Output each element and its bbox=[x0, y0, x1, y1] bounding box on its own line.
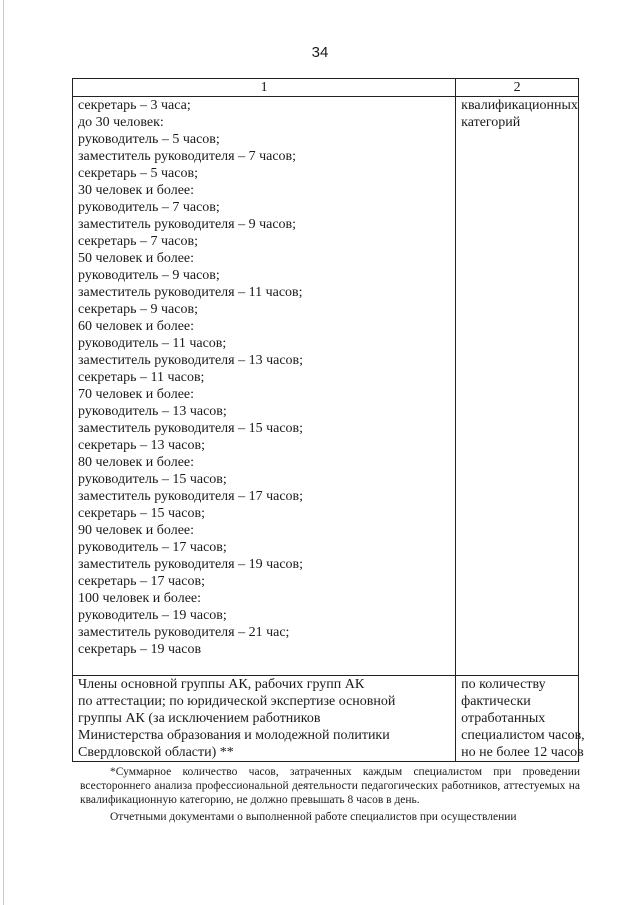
text-line: 100 человек и более: bbox=[78, 591, 202, 606]
text-line: заместитель руководителя – 21 час; bbox=[78, 625, 290, 640]
row1-col2 bbox=[456, 97, 579, 676]
column-header-2: 2 bbox=[456, 79, 579, 97]
text-line: секретарь – 3 часа; bbox=[78, 98, 191, 113]
text-line: секретарь – 9 часов; bbox=[78, 302, 198, 317]
text-line: заместитель руководителя – 7 часов; bbox=[78, 149, 297, 164]
row1-col1 bbox=[73, 97, 456, 676]
text-line: заместитель руководителя – 11 часов; bbox=[78, 285, 303, 300]
text-line: руководитель – 17 часов; bbox=[78, 540, 227, 555]
text-line: Министерства образования и молодежной политики bbox=[78, 728, 390, 743]
text-line: до 30 человек: bbox=[78, 115, 164, 130]
text-line: заместитель руководителя – 19 часов; bbox=[78, 557, 304, 572]
text-line: Свердловской области) ** bbox=[78, 745, 234, 760]
text-line: квалификационных bbox=[461, 98, 578, 113]
text-line: 60 человек и более: bbox=[78, 319, 195, 334]
page-edge-line bbox=[3, 0, 4, 905]
footnote-hours-limit: *Суммарное количество часов, затраченных каждым специалистом при проведении всестороннего анализа профессиональной деятельности педагогических работников, аттестуемых на квалификационную категорию, не должно превышать 8 часов в день. bbox=[80, 766, 580, 806]
row2-col2 bbox=[456, 676, 585, 762]
text-line: но не более 12 часов bbox=[461, 745, 584, 760]
text-line: 30 человек и более: bbox=[78, 183, 195, 198]
text-line: по количеству bbox=[461, 677, 546, 692]
text-line: секретарь – 17 часов; bbox=[78, 574, 205, 589]
text-line: группы АК (за исключением работников bbox=[78, 711, 321, 726]
text-line: заместитель руководителя – 13 часов; bbox=[78, 353, 304, 368]
column-header-1: 1 bbox=[73, 79, 456, 97]
text-line: руководитель – 11 часов; bbox=[78, 336, 227, 351]
text-line: руководитель – 15 часов; bbox=[78, 472, 227, 487]
text-line: руководитель – 7 часов; bbox=[78, 200, 220, 215]
text-line: секретарь – 15 часов; bbox=[78, 506, 205, 521]
text-line: Члены основной группы АК, рабочих групп АК bbox=[78, 677, 365, 692]
row2-col1 bbox=[73, 676, 456, 762]
text-line: секретарь – 7 часов; bbox=[78, 234, 198, 249]
text-line: категорий bbox=[461, 115, 521, 130]
text-line: руководитель – 13 часов; bbox=[78, 404, 227, 419]
text-line: 50 человек и более: bbox=[78, 251, 195, 266]
text-line: руководитель – 9 часов; bbox=[78, 268, 220, 283]
text-line: отработанных bbox=[461, 711, 546, 726]
text-line: 80 человек и более: bbox=[78, 455, 195, 470]
table-row bbox=[73, 97, 579, 676]
text-line: 90 человек и более: bbox=[78, 523, 195, 538]
footnote-report-documents: Отчетными документами о выполненной работе специалистов при осуществлении bbox=[110, 811, 517, 823]
text-line: фактически bbox=[461, 694, 531, 709]
text-line: заместитель руководителя – 15 часов; bbox=[78, 421, 304, 436]
text-line: секретарь – 19 часов bbox=[78, 642, 202, 657]
text-line: 70 человек и более: bbox=[78, 387, 195, 402]
text-line: специалистом часов, bbox=[461, 728, 585, 743]
text-line: заместитель руководителя – 17 часов; bbox=[78, 489, 304, 504]
text-line: по аттестации; по юридической экспертизе основной bbox=[78, 694, 396, 709]
text-line: секретарь – 5 часов; bbox=[78, 166, 198, 181]
text-line: заместитель руководителя – 9 часов; bbox=[78, 217, 297, 232]
page-number: 34 bbox=[311, 44, 329, 61]
text-line: руководитель – 5 часов; bbox=[78, 132, 220, 147]
text-line: секретарь – 13 часов; bbox=[78, 438, 205, 453]
table-row bbox=[73, 676, 579, 762]
text-line: секретарь – 11 часов; bbox=[78, 370, 205, 385]
table-header-row bbox=[73, 79, 579, 97]
hours-table bbox=[72, 78, 585, 762]
text-line: руководитель – 19 часов; bbox=[78, 608, 227, 623]
